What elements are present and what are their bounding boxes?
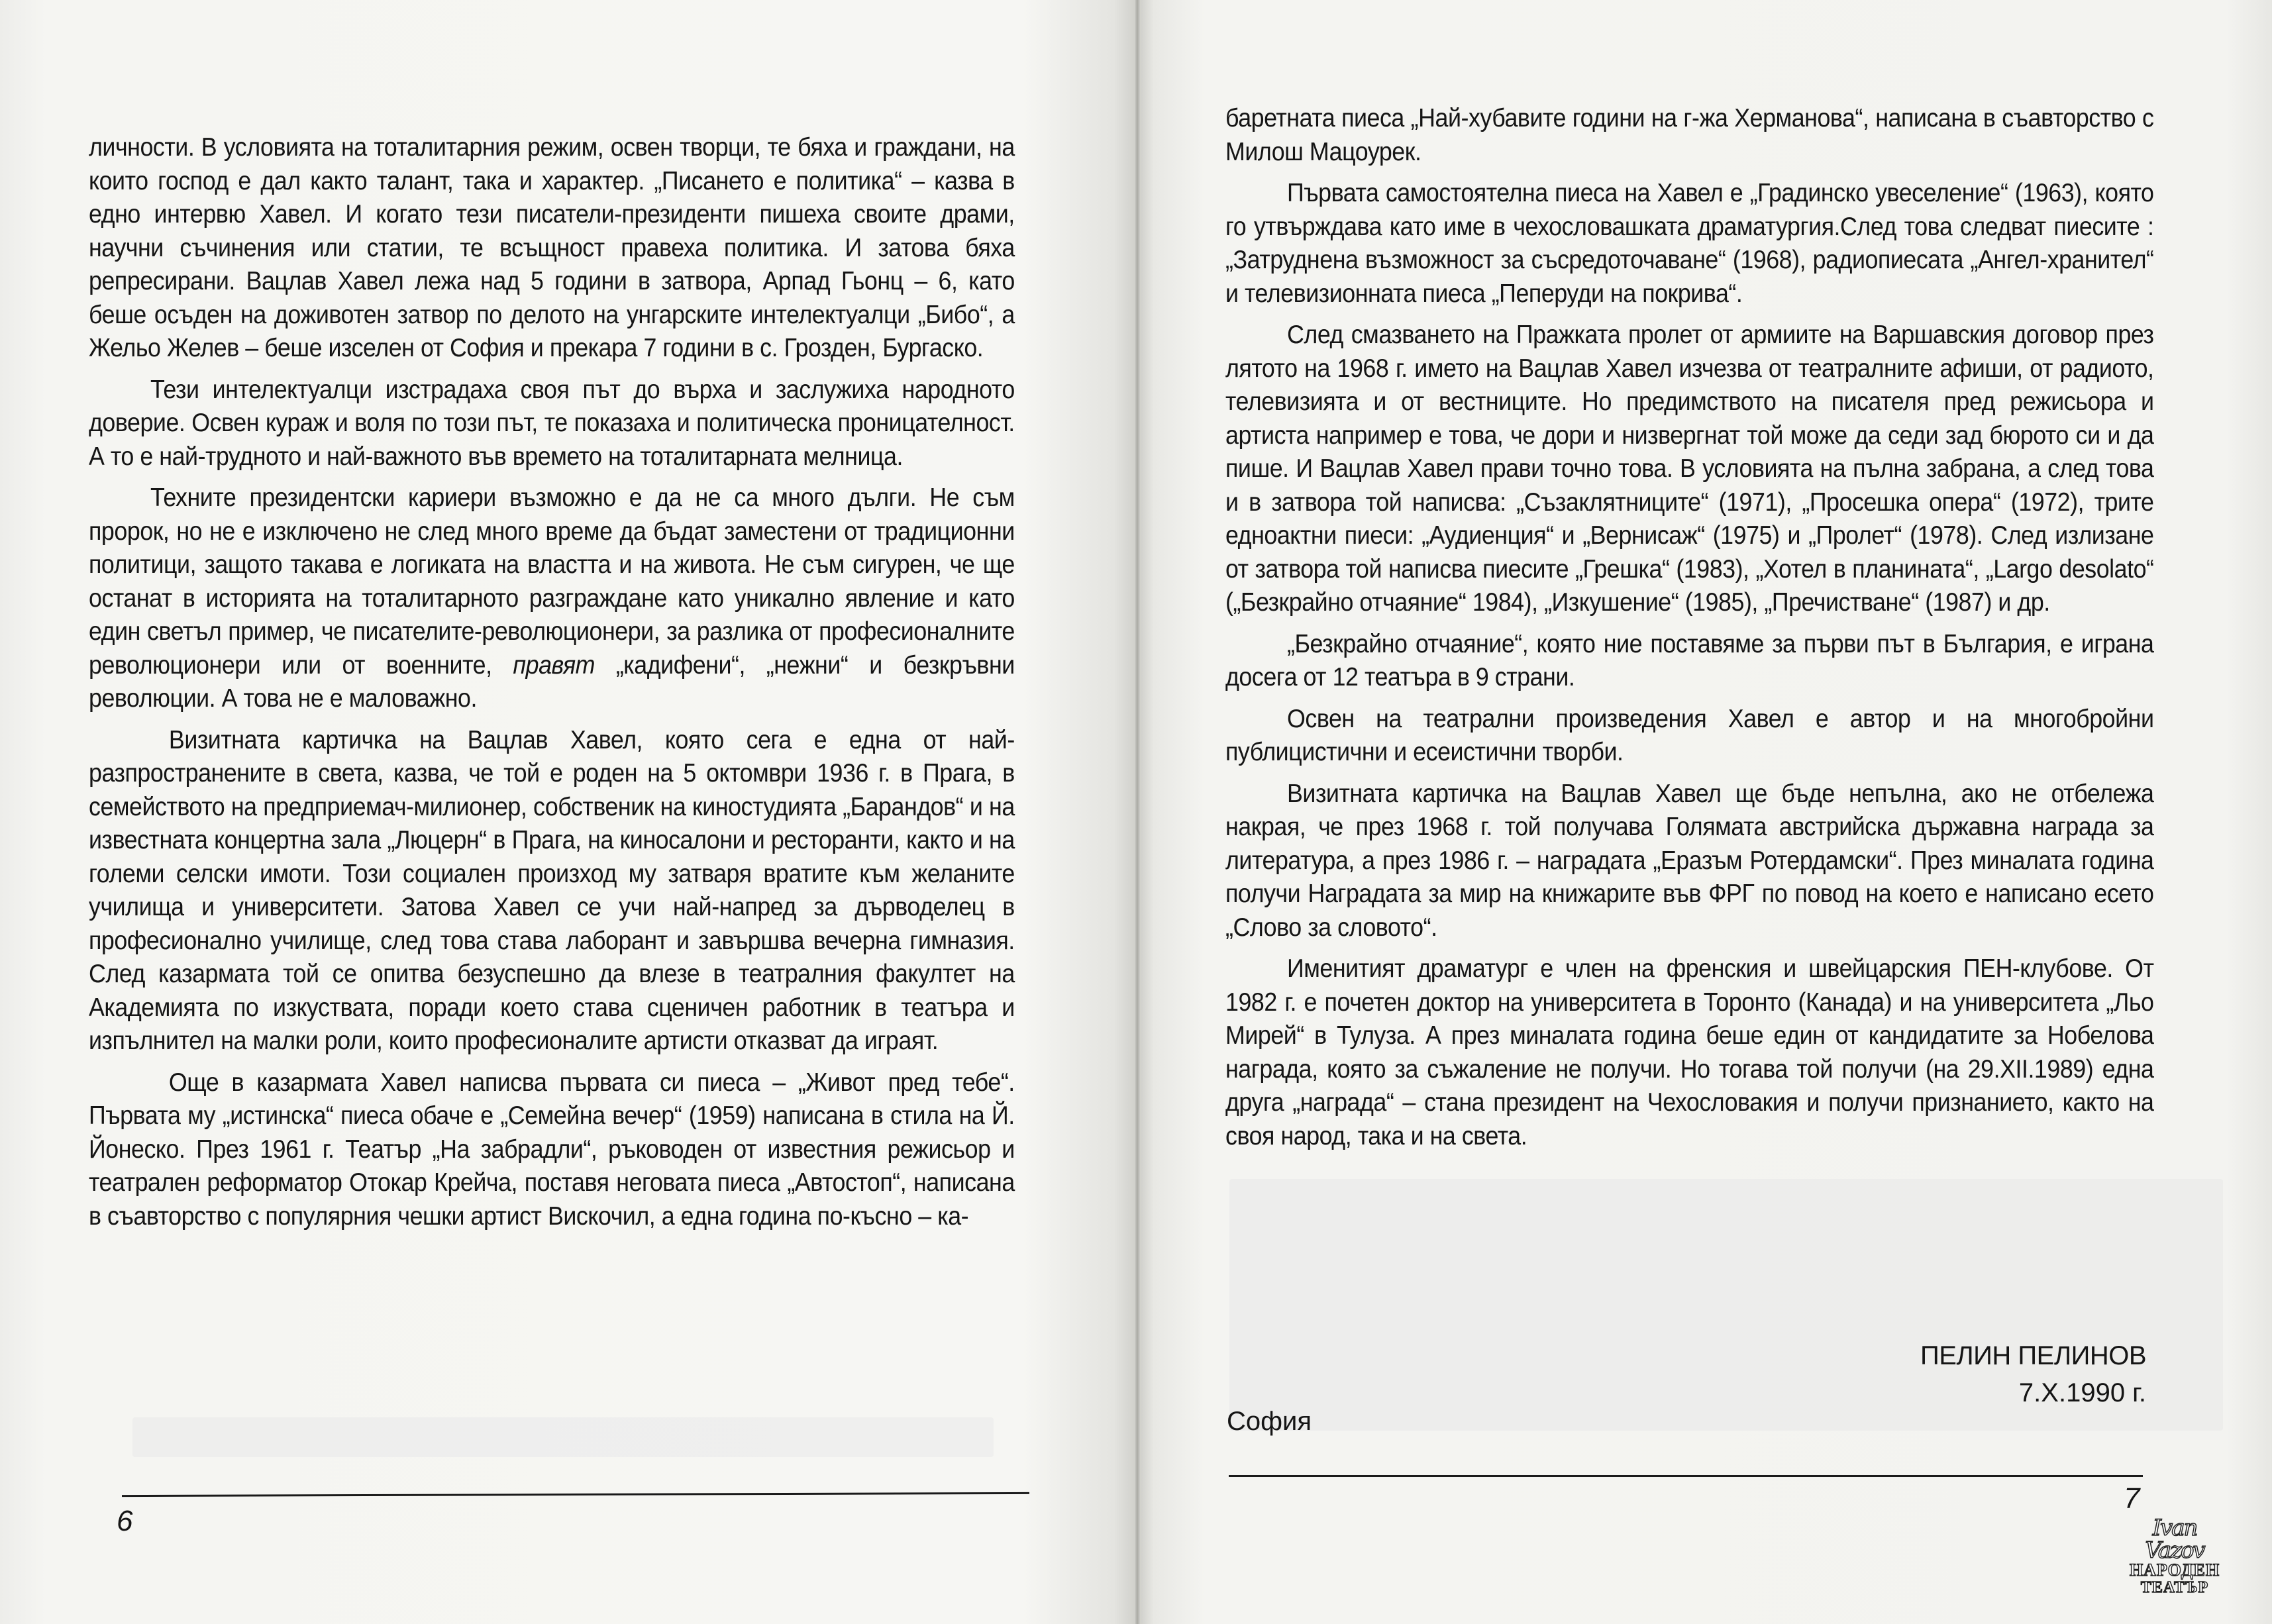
paragraph: Визитната картичка на Вацлав Хавел, която сега е една от най-разпространените в света, казва, че той е роден на 5 октомври 1936 г. в Прага, в семейството на предприемач-милионер, собственик на киностудията „Барандов“ и на известната концертна зала „Люцерн“ в Прага, на киносалони и ресторанти, както и на големи селски имоти. Този социален произход му затваря вратите към желаните училища и университети. Затова Хавел се учи най-напред за дърводелец в професионално училище, след това става лаборант и завършва вечерна гимназия. След казармата той се опитва безуспешно да влезе в театралния факултет на Академията по изкуствата, поради което става сценичен работник в театъра и изпълнител на малки роли, които професионалите артисти отказват да играят. [89,725,1015,1055]
footer-rule [122,1492,1029,1497]
paragraph: Тези интелектуалци изстрадаха своя път до върха и заслужиха народното доверие. Освен кураж и воля по този път, те показаха и политическа проницателност. А то е най-трудното и най-важното във времето на тоталитарната мелница. [89,375,1015,471]
book-spine [1134,0,1141,1624]
paragraph-text: Техните президентски кариери възможно е да не са много дълги. Не съм пророк, но не е изключено не след много време да бъдат заместени от традиционни политици, защото такава е логиката на властта и на живота. Не съм сигурен, че ще останат в историята на тоталитарното разграждане като уникално явление и като един светъл пример, че писателите-революционери, за разлика от професионалните революционери или от военните, [89,483,1015,680]
left-page-body [89,131,1015,1233]
right-page-body [1225,102,2154,1153]
paragraph-text: „кадифени“, „нежни“ и безкръвни революции. А това не е маловажно. [89,650,1015,713]
paragraph: Именитият драматург е член на френския и швейцарския ПЕН-клубове. От 1982 г. е почетен доктор на университета в Торонто (Канада) и на университета „Льо Мирей“ в Тулуза. А през миналата година беше един от кандидатите за Нобелова награда, която за съжаление не получи. Но тогава той получи (на 29.XII.1989) една друга „награда“ – стана президент на Чехословакия и получи признанието, както на своя народ, така и на света. [1225,954,2154,1150]
page-number: 6 [117,1505,133,1537]
paragraph: личности. В условията на тоталитарния режим, освен творци, те бяха и граждани, на които господ е дал както талант, така и характер. „Писането е политика“ – казва в едно интервю Хавел. И когато тези писатели-президенти пишеха своите драми, научни съчинения или статии, те всъщност правеха политика. И затова бяха репресирани. Вацлав Хавел лежа над 5 години в затвора, Арпад Гьонц – 6, като беше осъден на доживотен затвор по делото на унгарските интелектуалци „Бибо“, а Жельо Желев – беше изселен от София и прекара 7 години в с. Грозден, Бургаско. [89,133,1015,362]
paragraph: Визитната картичка на Вацлав Хавел ще бъде непълна, ако не отбележа накрая, че през 1968 г. той получава Голямата австрийска държавна награда за литература, а през 1986 г. – наградата „Еразъм Ротердамски“. През миналата година получи Наградата за мир на книжарите във ФРГ по повод на което е написано есето „Слово за словото“. [1225,779,2154,942]
author-signature: ПЕЛИН ПЕЛИНОВ [1920,1341,2146,1370]
emphasized-word: правят [513,650,595,680]
footer-rule [1229,1475,2143,1477]
paragraph: Първата самостоятелна пиеса на Хавел е „Градинско увеселение“ (1963), която го утвърждава като име в чехословашката драматургия.След това следват пиесите : „Затруднена възможност за съсредоточаване“ (1968), радиопиесата „Ангел-хранител“ и телевизионната пиеса „Пеперуди на покрива“. [1225,179,2154,308]
paragraph: Още в казармата Хавел написва първата си пиеса – „Живот пред тебе“. Първата му „истинска“ пиеса обаче е „Семейна вечер“ (1959) написана в стила на Й. Йонеско. През 1961 г. Театър „На забрадли“, ръководен от известния режисьор и театрален реформатор Отокар Крейча, поставя неговата пиеса „Автостоп“, написана в съавторство с популярния чешки артист Вискочил, а една година по-късно – ка- [89,1068,1015,1231]
page-number: 7 [2124,1482,2140,1515]
theatre-logo-icon [2125,1517,2224,1596]
logo-script: Ivan Vazov [2145,1515,2204,1564]
paragraph [89,482,1015,716]
signature-place: София [1227,1407,1312,1436]
logo-line-1: НАРОДЕН [2129,1560,2220,1580]
paragraph: Освен на театрални произведения Хавел е автор и на многобройни публицистични и есеистични творби. [1225,704,2154,766]
paragraph: След смазването на Пражката пролет от армиите на Варшавския договор през лятото на 1968 г. името на Вацлав Хавел изчезва от театралните афиши, от радиото, телевизията и от вестниците. Но предимството на писателя пред режисьора и артиста например е това, че дори и низвергнат той може да седи зад бюрото си и да пише. И Вацлав Хавел прави точно това. В условията на пълна забрана, а след това и в затвора той написва: „Съзаклятниците“ (1971), „Просешка опера“ (1972), трите едноактни пиеси: „Аудиенция“ и „Вернисаж“ (1975) и „Пролет“ (1978). След излизане от затвора той написва пиесите „Грешка“ (1983), „Хотел в планината“, „Largo desolato“ („Безкрайно отчаяние“ 1984), „Изкушение“ (1985), „Пречистване“ (1987) и др. [1225,321,2154,617]
logo-line-2: ТЕАТЪР [2140,1579,2209,1596]
paragraph: „Безкрайно отчаяние“, която ние поставяме за първи път в България, е играна досега от 12 театъра в 9 страни. [1225,629,2154,691]
paragraph: баретната пиеса „Най-хубавите години на г-жа Херманова“, написана в съавторство с Милош Мацоурек. [1225,104,2154,166]
signature-date: 7.X.1990 г. [2018,1378,2146,1407]
show-through-shadow [132,1417,994,1457]
